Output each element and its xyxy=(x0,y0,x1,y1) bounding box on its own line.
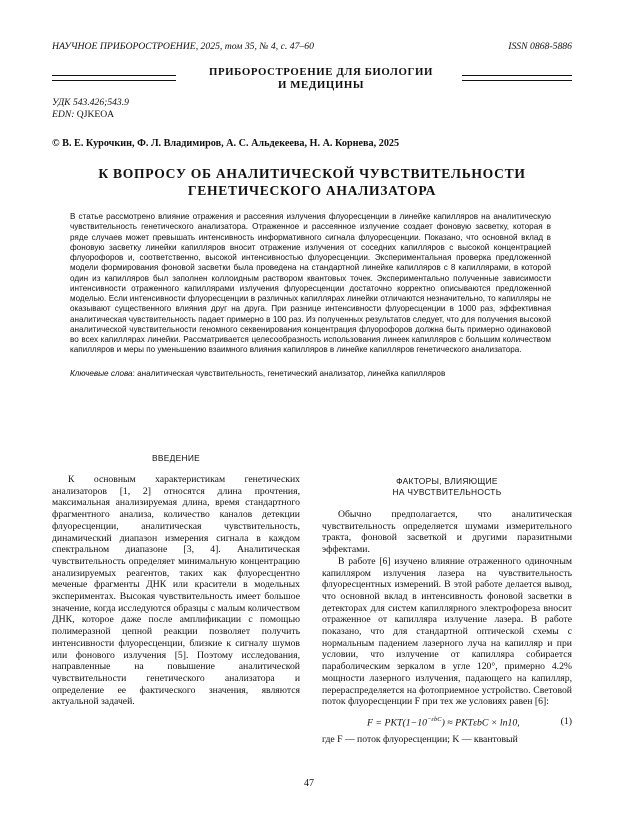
section-title xyxy=(186,66,456,92)
article-title-line1: К ВОПРОСУ ОБ АНАЛИТИЧЕСКОЙ ЧУВСТВИТЕЛЬНОСТИ xyxy=(98,166,526,181)
abstract: В статье рассмотрено влияние отражения и рассеяния излучения флуоресценции в линейке капилляров на аналитическую чувствительность генетического анализатора. Отраженное и рассеянное излучение создает фоновую засветку, которая в ряде случаев может превышать интенсивность информативного сигнала флуоресценции. Показано, что основной вклад в фоновую засветку линейки капилляров вносит отражение излучения от соседних капилляров с высокой концентрацией флуорофоров и, соответственно, высокой интенсивностью флуоресценции. Экспериментальная проверка предложенной модели формирования фоновой засветки была проведена на стандартной линейке капилляров с 8 капиллярами, в которой один из капилляров был заполнен коллоидным раствором квантовых точек. Экспериментально полученные зависимости интенсивности отраженного капиллярами излучения флуоресценции достаточно корректно описываются предложенной моделью. Если интенсивности флуоресценции в различных капиллярах линейки отличаются незначительно, то капилляры не оказывают существенного влияния друг на друга. При разнице интенсивности флуоресценции в 1000 раз, эффективная аналитическая чувствительность падает примерно в 100 раз. Из полученных результатов следует, что для получения высокой аналитической чувствительности геномного секвенирования концентрация флуорофоров должна быть примерно одинаковой во всех капиллярах линейки. Рассматривается целесообразность использования линеек капилляров с большим количеством капилляров и меры по уменьшению взаимного влияния капилляров в линейке капилляров генетического анализатора. xyxy=(70,212,551,355)
keywords-label: Ключевые слова xyxy=(70,369,133,378)
section-title-line1: ПРИБОРОСТРОЕНИЕ ДЛЯ БИОЛОГИИ xyxy=(208,66,434,78)
banner-rule xyxy=(52,80,176,81)
intro-heading: ВВЕДЕНИЕ xyxy=(151,453,201,463)
equation-rest: ) ≈ PKTεbC × ln10, xyxy=(441,717,520,729)
equation-main: F = PKT(1−10 xyxy=(367,717,428,729)
issn: ISSN 0868-5886 xyxy=(508,41,572,52)
banner-rule xyxy=(462,75,572,76)
factors-heading-line2: НА ЧУВСТВИТЕЛЬНОСТЬ xyxy=(392,487,502,497)
section-title-line2: И МЕДИЦИНЫ xyxy=(277,79,365,91)
article-title xyxy=(52,165,572,199)
journal-info: НАУЧНОЕ ПРИБОРОСТРОЕНИЕ, 2025, том 35, № 4, с. 47–60 xyxy=(52,41,314,52)
intro-paragraph: К основным характеристикам генетических анализаторов [1, 2] относятся длина прочтения, максимальная анализируемая длина, время стандартного фрагментного анализа, количество каналов детекции флуоресценции, аналитическая чувствительность, динамический диапазон измерения сигнала в каждом спектральном диапазоне [3, 4]. Аналитическая чувствительность определяет минимальную концентрацию анализируемых реагентов, таких как флуоресцентно меченые фрагменты ДНК или красители в модельных экспериментах. Высокая чувствительность имеет большое значение, когда исследуются образцы с малым количеством ДНК, которое даже после амплификации с помощью полимеразной цепной реакции позволяет получить интенсивности флуоресценции, близкие к сигналу шумов или фонового излучения [5]. Поэтому исследования, направленные на повышение аналитической чувствительности генетического анализатора и определение ее фактического значения, являются актуальной задачей. xyxy=(52,474,300,708)
equation-exponent: −εbC xyxy=(427,716,442,723)
banner-rule xyxy=(462,80,572,81)
edn-code xyxy=(52,109,114,121)
factors-paragraph-1: Обычно предполагается, что аналитическая чувствительность определяется шумами измерительного тракта, фоновой засветкой и другими паразитными эффектами. xyxy=(322,509,572,556)
section-banner xyxy=(52,66,572,96)
keywords xyxy=(70,369,551,379)
edn-value: QJKEOA xyxy=(76,109,115,120)
authors: © В. Е. Курочкин, Ф. Л. Владимиров, А. С. Альдекеева, Н. А. Корнева, 2025 xyxy=(52,138,400,149)
after-equation-text: где F — поток флуоресценции; K — квантовый xyxy=(322,734,518,745)
left-column xyxy=(52,453,300,708)
equation-number: (1) xyxy=(560,716,572,727)
udk-code: УДК 543.426;543.9 xyxy=(52,97,129,108)
intro-body xyxy=(52,474,300,708)
equation-formula xyxy=(367,716,520,728)
factors-heading-line1: ФАКТОРЫ, ВЛИЯЮЩИЕ xyxy=(396,476,498,486)
factors-paragraph-2: В работе [6] изучено влияние отраженного одиночным капилляром излучения лазера на чувствительность флуоресцентных измерений. В этой работе делается вывод, что основной вклад в интенсивность фоновой засветки в детекторах для систем капиллярного электрофореза вносит отраженное от капилляра излучение лазера. В работе показано, что для стандартной оптической схемы с нормальным падением лазерного луча на капилляр и при условии, что излучение от капилляра собирается параболическим зеркалом в угле 120°, примерно 4.2% мощности лазерного излучения, падающего на капилляр, перераспределяется на фотоприемное устройство. Световой поток флуоресценции F при тех же условиях равен [6]: xyxy=(322,555,572,708)
edn-label: EDN: xyxy=(52,109,75,120)
banner-rule xyxy=(52,75,176,76)
equation-1 xyxy=(322,716,572,730)
keywords-text: : аналитическая чувствительность, генетический анализатор, линейка капилляров xyxy=(132,369,446,378)
page-number: 47 xyxy=(304,778,314,789)
article-title-line2: ГЕНЕТИЧЕСКОГО АНАЛИЗАТОРА xyxy=(187,183,437,198)
factors-body xyxy=(322,509,572,708)
running-header xyxy=(52,41,572,55)
factors-heading xyxy=(322,476,572,498)
right-column xyxy=(322,453,572,708)
